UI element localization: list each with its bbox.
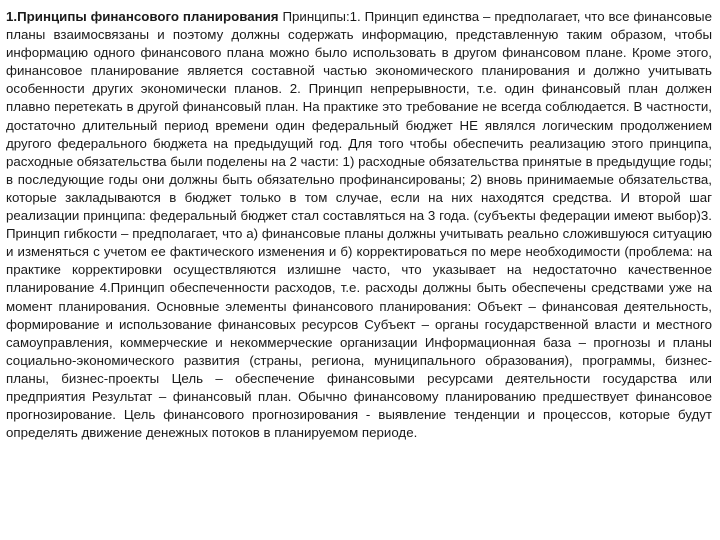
document-body-text: Принципы:1. Принцип единства – предполагает, что все финансовые планы взаимосвязаны и поэтому должны содержать информацию, представленную таким образом, чтобы информацию одного финансового плана можно было использовать в другом финансовом плане. Кроме этого, финансовое планирование является составной частью экономического планирования и должно учитывать особенности других экономически планов. 2. Принцип непрерывности, т.е. один финансовый план должен плавно перетекать в другой финансовый план. На практике это требование не всегда соблюдается. В частности, достаточно длительный период времени один федеральный бюджет НЕ являлся логическим продолжением другого федерального бюджета на предыдущий год. Для того чтобы обеспечить реализацию этого принципа, расходные обязательства были поделены на 2 части: 1) расходные обязательства принятые в предыдущие годы; в последующие годы они должны быть обязательно профинансированы; 2) вновь принимаемые обязательства, которые закладываются в бюджет только в том случае, если на них находятся средства. И второй шаг реализации принципа: федеральный бюджет стал составляться на 3 года. (субъекты федерации имеют выбор)3. Принцип гибкости – предполагает, что а) финансовые планы должны учитывать реально сложившуюся ситуацию и изменяться с учетом ее фактического изменения и б) корректироваться по мере необходимости (проблема: на практике корректировки осуществляются излишне часто, что указывает на недостаточно качественное планирование 4.Принцип обеспеченности расходов, т.е. расходы должны быть обеспечены средствами уже на момент планирования. Основные элементы финансового планирования: Объект – финансовая деятельность, формирование и использование финансовых ресурсов Субъект – органы государственной власти и местного самоуправления, коммерческие и некоммерческие организации Информационная база – прогнозы и планы социально-экономического развития (страны, региона, муниципального образования), программы, бизнес-планы, бизнес-проекты Цель – обеспечение финансовыми ресурсами деятельности государства или предприятия Результат – финансовый план. Обычно финансовому планированию предшествует финансовое прогнозирование. Цель финансового прогнозирования - выявление тенденции и процессов, которые будут определять движение денежных потоков в планируемом периоде. [6, 9, 713, 441]
document-title: 1.Принципы финансового планирования [6, 9, 279, 24]
document-page [6, 8, 712, 442]
document-paragraph [6, 8, 712, 442]
